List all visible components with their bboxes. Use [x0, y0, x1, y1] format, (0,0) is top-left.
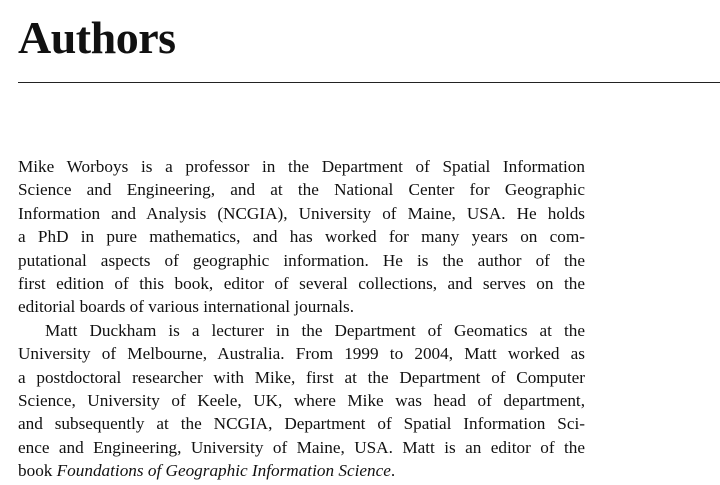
book-title: Foundations of Geographic Information Science: [56, 461, 391, 481]
bio-worboys-line: putational aspects of geographic information. He is the author of the: [18, 250, 585, 270]
bio-duckham-line: ence and Engineering, University of Maine, USA. Matt is an editor of the: [18, 437, 585, 457]
book-suffix: .: [390, 461, 396, 481]
authors-body: [18, 155, 585, 482]
bio-worboys-line: editorial boards of various international journals.: [18, 297, 355, 317]
bio-worboys-line: Mike Worboys is a professor in the Department of Spatial Information: [18, 157, 585, 176]
heading-rule: [18, 82, 720, 83]
bio-duckham-line: University of Melbourne, Australia. From 1999 to 2004, Matt worked as: [18, 344, 585, 364]
bio-worboys-line: first edition of this book, editor of several collections, and serves on the: [18, 273, 585, 293]
bio-worboys: [18, 155, 585, 319]
bio-duckham: [18, 319, 585, 483]
bio-worboys-line: Information and Analysis (NCGIA), University of Maine, USA. He holds: [18, 203, 585, 223]
bio-duckham-line: Matt Duckham is a lecturer in the Department of Geomatics at the: [45, 320, 585, 340]
page-heading: Authors: [18, 12, 176, 63]
bio-duckham-line: and subsequently at the NCGIA, Department of Spatial Information Sci-: [18, 414, 585, 434]
bio-worboys-line: Science and Engineering, and at the National Center for Geographic: [18, 180, 585, 200]
bio-worboys-line: a PhD in pure mathematics, and has worked for many years on com-: [18, 227, 585, 247]
bio-duckham-line: a postdoctoral researcher with Mike, first at the Department of Computer: [18, 367, 585, 387]
bio-duckham-last-line: [18, 459, 585, 482]
book-prefix: book: [18, 461, 57, 481]
bio-duckham-line: Science, University of Keele, UK, where Mike was head of department,: [18, 390, 585, 410]
